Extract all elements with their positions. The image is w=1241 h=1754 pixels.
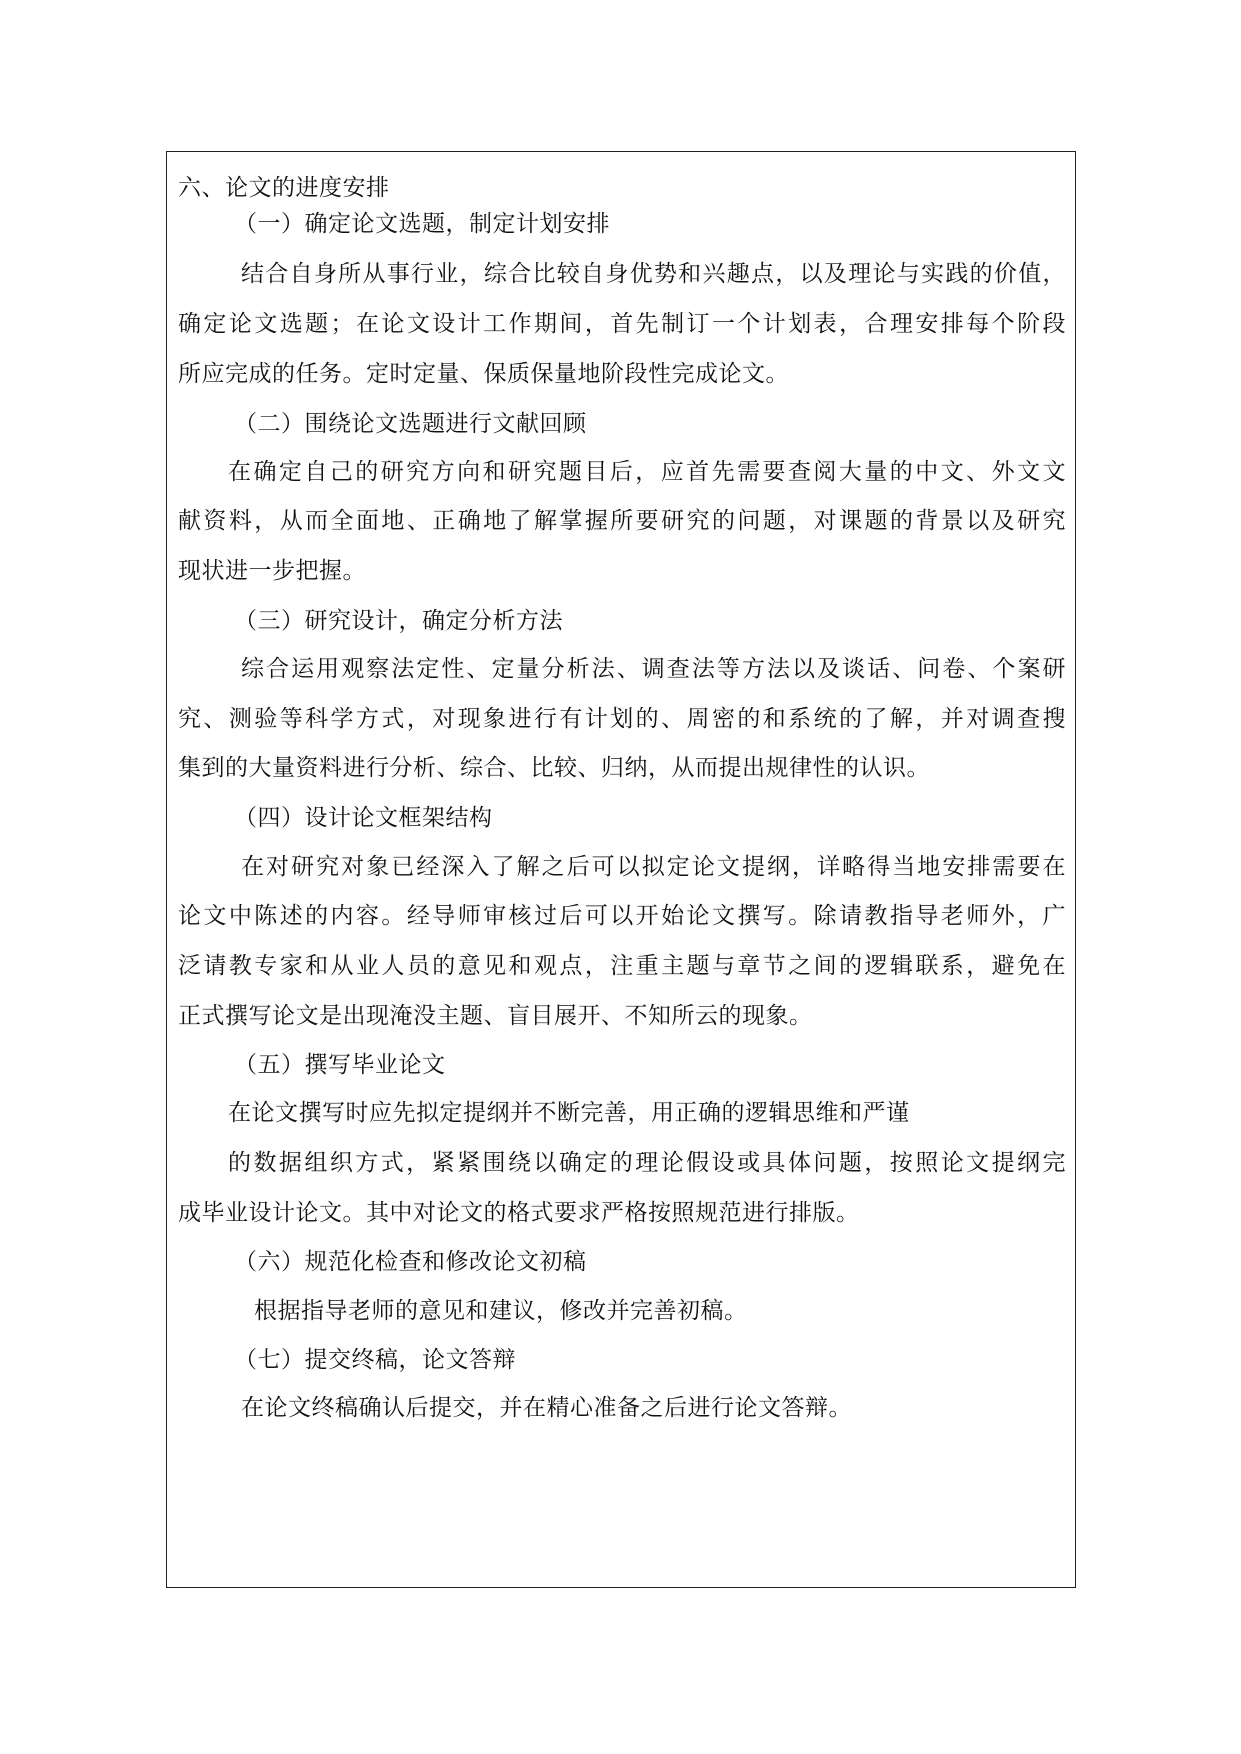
paragraph-line: 献资料，从而全面地、正确地了解掌握所要研究的问题，对课题的背景以及研究 (178, 508, 1066, 534)
section-heading: 六、论文的进度安排 (178, 175, 390, 201)
paragraph-line: 集到的大量资料进行分析、综合、比较、归纳，从而提出规律性的认识。 (178, 755, 930, 781)
subsection-heading-4: （四）设计论文框架结构 (234, 805, 493, 831)
paragraph-line: 综合运用观察法定性、定量分析法、调查法等方法以及谈话、问卷、个案研 (241, 656, 1066, 682)
subsection-heading-5: （五）撰写毕业论文 (234, 1052, 446, 1078)
paragraph-line: 的数据组织方式，紧紧围绕以确定的理论假设或具体问题，按照论文提纲完 (228, 1150, 1066, 1176)
subsection-heading-1: （一）确定论文选题，制定计划安排 (234, 211, 610, 237)
paragraph-line: 确定论文选题；在论文设计工作期间，首先制订一个计划表，合理安排每个阶段 (178, 311, 1066, 337)
paragraph-line: 成毕业设计论文。其中对论文的格式要求严格按照规范进行排版。 (178, 1200, 860, 1226)
paragraph-line: 在论文终稿确认后提交，并在精心准备之后进行论文答辩。 (241, 1395, 852, 1421)
paragraph-line: 结合自身所从事行业，综合比较自身优势和兴趣点，以及理论与实践的价值， (241, 261, 1066, 287)
subsection-heading-2: （二）围绕论文选题进行文献回顾 (234, 411, 587, 437)
subsection-heading-3: （三）研究设计，确定分析方法 (234, 608, 563, 634)
paragraph-line: 根据指导老师的意见和建议，修改并完善初稿。 (254, 1298, 748, 1324)
paragraph-line: 论文中陈述的内容。经导师审核过后可以开始论文撰写。除请教指导老师外，广 (178, 903, 1066, 929)
paragraph-line: 所应完成的任务。定时定量、保质保量地阶段性完成论文。 (178, 361, 789, 387)
paragraph-line: 在对研究对象已经深入了解之后可以拟定论文提纲，详略得当地安排需要在 (241, 854, 1066, 880)
paragraph-line: 在确定自己的研究方向和研究题目后，应首先需要查阅大量的中文、外文文 (228, 459, 1066, 485)
paragraph-line: 正式撰写论文是出现淹没主题、盲目展开、不知所云的现象。 (178, 1003, 813, 1029)
paragraph-line: 泛请教专家和从业人员的意见和观点，注重主题与章节之间的逻辑联系，避免在 (178, 953, 1066, 979)
paragraph-line: 现状进一步把握。 (178, 558, 366, 584)
paragraph-line: 究、测验等科学方式，对现象进行有计划的、周密的和系统的了解，并对调查搜 (178, 706, 1066, 732)
paragraph-line: 在论文撰写时应先拟定提纲并不断完善，用正确的逻辑思维和严谨 (228, 1100, 910, 1126)
subsection-heading-6: （六）规范化检查和修改论文初稿 (234, 1249, 587, 1275)
subsection-heading-7: （七）提交终稿，论文答辩 (234, 1347, 516, 1373)
